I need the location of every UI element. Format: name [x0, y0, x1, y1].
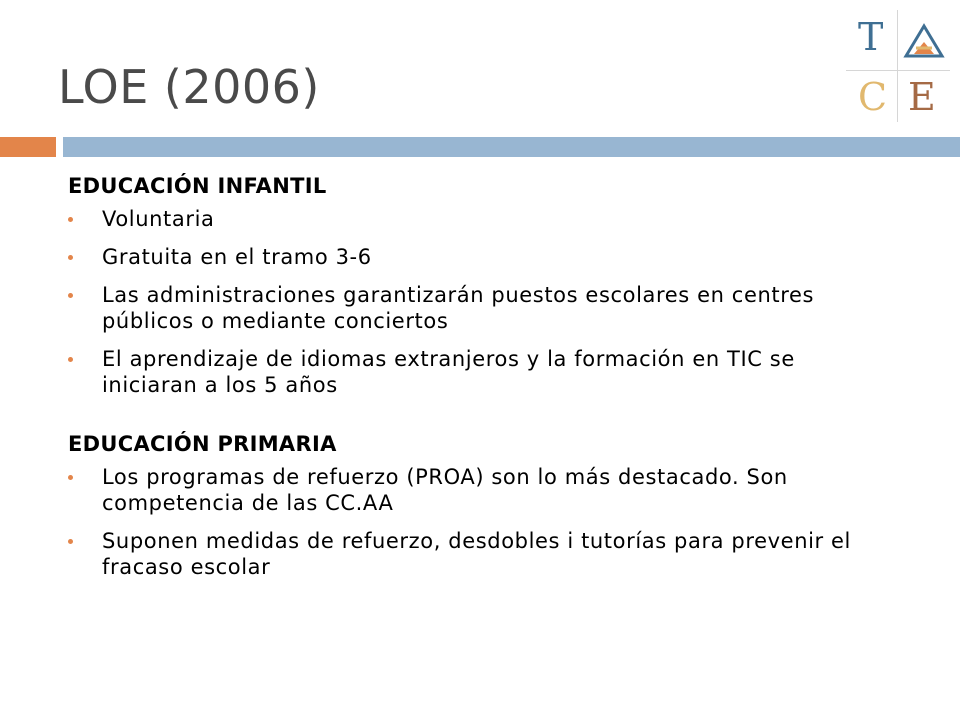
bullet-list-infantil — [68, 206, 888, 398]
list-item: Voluntaria — [68, 206, 888, 232]
bullet-dot-icon — [68, 217, 73, 222]
list-item: Las administraciones garantizarán puestos escolares en centres públicos o mediante conciertos — [68, 282, 888, 334]
list-item: El aprendizaje de idiomas extranjeros y la formación en TIC se iniciaran a los 5 años — [68, 346, 888, 398]
list-item: Gratuita en el tramo 3-6 — [68, 244, 888, 270]
bullet-dot-icon — [68, 255, 73, 260]
section-heading-infantil: EDUCACIÓN INFANTIL — [68, 174, 327, 198]
section-heading-primaria: EDUCACIÓN PRIMARIA — [68, 432, 337, 456]
bullet-dot-icon — [68, 293, 73, 298]
list-item: Los programas de refuerzo (PROA) son lo más destacado. Son competencia de las CC.AA — [68, 464, 888, 516]
logo-divider-horizontal — [846, 70, 950, 71]
list-item: Suponen medidas de refuerzo, desdobles i tutorías para prevenir el fracaso escolar — [68, 528, 888, 580]
bullet-list-primaria — [68, 464, 888, 580]
slide-body — [68, 174, 888, 592]
slide-title: LOE (2006) — [58, 60, 320, 114]
bullet-dot-icon — [68, 539, 73, 544]
logo-divider-vertical — [897, 10, 898, 122]
triangle-mountain-icon — [902, 20, 946, 60]
logo-letter-e: E — [908, 75, 936, 119]
bullet-dot-icon — [68, 357, 73, 362]
logo-letter-t: T — [858, 15, 884, 59]
bullet-dot-icon — [68, 475, 73, 480]
tce-logo — [846, 10, 950, 122]
accent-bar-orange — [0, 137, 56, 157]
logo-letter-c: C — [858, 75, 888, 119]
accent-bar-blue — [63, 137, 960, 157]
